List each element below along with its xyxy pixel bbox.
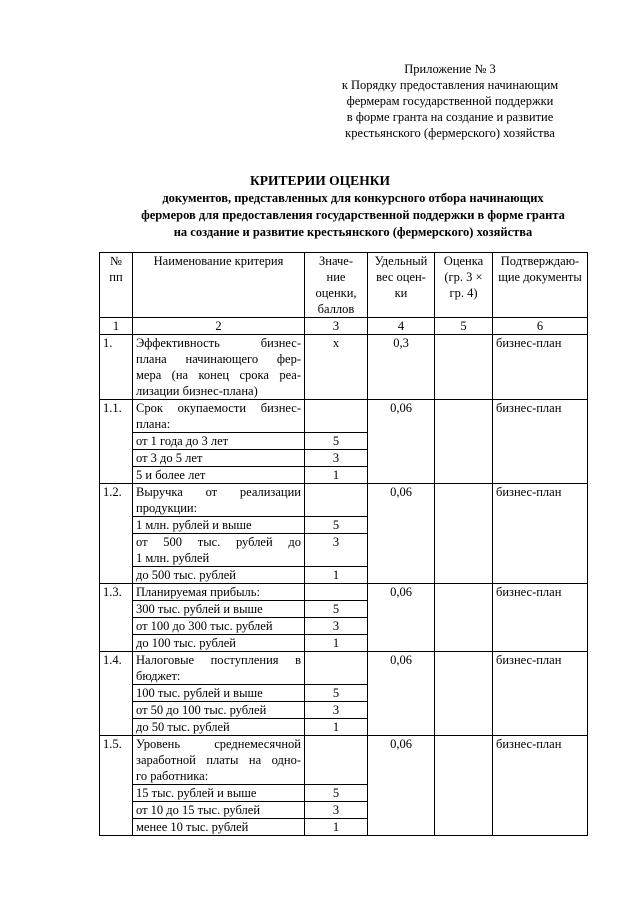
header-line: пп [109,270,123,284]
criterion-score [435,400,493,484]
criterion-docs: бизнес-план [493,736,588,836]
option-label [133,567,305,584]
criterion-number: 1.5. [100,736,133,836]
criterion-name [133,484,305,517]
option-label [133,719,305,736]
option-label [133,433,305,450]
appendix-line: крестьянского (фермерского) хозяйства [345,126,555,140]
text-line: до 50 тыс. рублей [136,720,230,734]
header-line: Значе- [319,254,353,268]
text-line: до 500 тыс. рублей [136,568,236,582]
text-line: 300 тыс. рублей и выше [136,602,263,616]
criterion-value [305,484,368,517]
criterion-row [100,484,588,517]
text-line: 5 и более лет [136,468,206,482]
option-label [133,685,305,702]
column-number: 6 [493,318,588,335]
option-label [133,601,305,618]
text-line: лизации бизнес-плана) [136,384,258,398]
criterion-name [133,736,305,785]
appendix-line: Приложение № 3 [404,62,496,76]
criterion-weight: 0,06 [368,736,435,836]
criterion-score [435,584,493,652]
subtitle-line: фермеров для предоставления государственной поддержки в форме гранта [141,208,565,222]
criterion-number: 1. [100,335,133,400]
criterion-docs: бизнес-план [493,584,588,652]
option-value: 1 [305,467,368,484]
text-line: Эффективность бизнес- [136,336,301,350]
criterion-score [435,484,493,584]
option-label [133,819,305,836]
appendix-header [300,61,600,141]
criterion-row [100,400,588,433]
header-line: ние [326,270,346,284]
header-num [100,253,133,318]
criterion-score [435,652,493,736]
option-value: 3 [305,802,368,819]
option-value: 1 [305,819,368,836]
option-value: 5 [305,433,368,450]
criteria-table [99,252,588,836]
text-line: продукции: [136,501,198,515]
criterion-number: 1.3. [100,584,133,652]
criterion-number: 1.1. [100,400,133,484]
option-label [133,702,305,719]
option-label [133,635,305,652]
option-label [133,517,305,534]
column-number: 4 [368,318,435,335]
header-line: (гр. 3 × [444,270,483,284]
header-row [100,253,588,318]
criterion-number: 1.2. [100,484,133,584]
header-value [305,253,368,318]
text-line: от 50 до 100 тыс. рублей [136,703,267,717]
criterion-value [305,652,368,685]
header-line: ки [394,286,408,300]
header-line: Наименование критерия [153,254,284,268]
header-line: Оценка [443,254,484,268]
header-docs [493,253,588,318]
criterion-weight: 0,06 [368,652,435,736]
option-value: 1 [305,567,368,584]
option-value: 5 [305,785,368,802]
header-line: баллов [317,302,355,316]
document-subtitle [100,190,606,241]
text-line: от 10 до 15 тыс. рублей [136,803,261,817]
option-value: 5 [305,517,368,534]
criterion-row [100,736,588,785]
option-value: 5 [305,601,368,618]
appendix-line: к Порядку предоставления начинающим [341,78,559,92]
text-line: плана: [136,417,171,431]
criterion-row [100,584,588,601]
option-label [133,785,305,802]
document-title: КРИТЕРИИ ОЦЕНКИ [250,173,390,188]
column-number: 5 [435,318,493,335]
text-line: бюджет: [136,669,181,683]
criterion-name [133,584,305,601]
appendix-line: фермерам государственной поддержки [346,94,554,108]
header-line: Подтверждаю- [500,254,580,268]
text-line: от 500 тыс. рублей до [136,535,301,549]
header-line: № [110,254,122,268]
criterion-number: 1.4. [100,652,133,736]
column-number: 1 [100,318,133,335]
text-line: 1 млн. рублей и выше [136,518,252,532]
criterion-name [133,400,305,433]
criteria-table-body [100,253,588,836]
header-line: гр. 4) [449,286,478,300]
criterion-weight: 0,06 [368,484,435,584]
option-label [133,467,305,484]
appendix-line: в форме гранта на создание и развитие [346,110,554,124]
criterion-docs: бизнес-план [493,400,588,484]
criterion-docs: бизнес-план [493,484,588,584]
criterion-value [305,736,368,785]
text-line: менее 10 тыс. рублей [136,820,249,834]
option-label [133,618,305,635]
criterion-row [100,652,588,685]
option-value: 1 [305,719,368,736]
criterion-name [133,652,305,685]
text-line: от 1 года до 3 лет [136,434,229,448]
text-line: до 100 тыс. рублей [136,636,236,650]
text-line: плана начинающего фер- [136,352,301,366]
criterion-name [133,335,305,400]
text-line: Выручка от реализации [136,485,301,499]
subtitle-line: на создание и развитие крестьянского (фермерского) хозяйства [173,225,533,239]
text-line: Планируемая прибыль: [136,585,260,599]
column-number: 2 [133,318,305,335]
option-value: 3 [305,618,368,635]
column-number: 3 [305,318,368,335]
criterion-weight: 0,3 [368,335,435,400]
option-value: 1 [305,635,368,652]
header-line: оценки, [315,286,357,300]
header-name [133,253,305,318]
text-line: 15 тыс. рублей и выше [136,786,257,800]
text-line: Срок окупаемости бизнес- [136,401,301,415]
option-label [133,450,305,467]
criterion-score [435,736,493,836]
header-line: Удельный [374,254,428,268]
text-line: от 3 до 5 лет [136,451,203,465]
header-line: щие документы [498,270,582,284]
text-line: мера (на конец срока реа- [136,368,301,382]
text-line: от 100 до 300 тыс. рублей [136,619,273,633]
option-value: 3 [305,702,368,719]
criterion-row [100,335,588,400]
text-line: Налоговые поступления в [136,653,301,667]
text-line: 100 тыс. рублей и выше [136,686,263,700]
criterion-weight: 0,06 [368,400,435,484]
subtitle-line: документов, представленных для конкурсного отбора начинающих [162,191,544,205]
criterion-docs: бизнес-план [493,335,588,400]
option-value: 3 [305,534,368,567]
header-weight [368,253,435,318]
criterion-weight: 0,06 [368,584,435,652]
header-score [435,253,493,318]
option-value: 3 [305,450,368,467]
text-line: го работника: [136,769,209,783]
criterion-value: х [305,335,368,400]
text-line: 1 млн. рублей [136,551,210,565]
option-label [133,802,305,819]
header-line: вес оцен- [376,270,426,284]
text-line: заработной платы на одно- [136,753,301,767]
criterion-value [305,584,368,601]
option-label [133,534,305,567]
criterion-score [435,335,493,400]
column-number-row [100,318,588,335]
option-value: 5 [305,685,368,702]
criterion-docs: бизнес-план [493,652,588,736]
text-line: Уровень среднемесячной [136,737,301,751]
criterion-value [305,400,368,433]
